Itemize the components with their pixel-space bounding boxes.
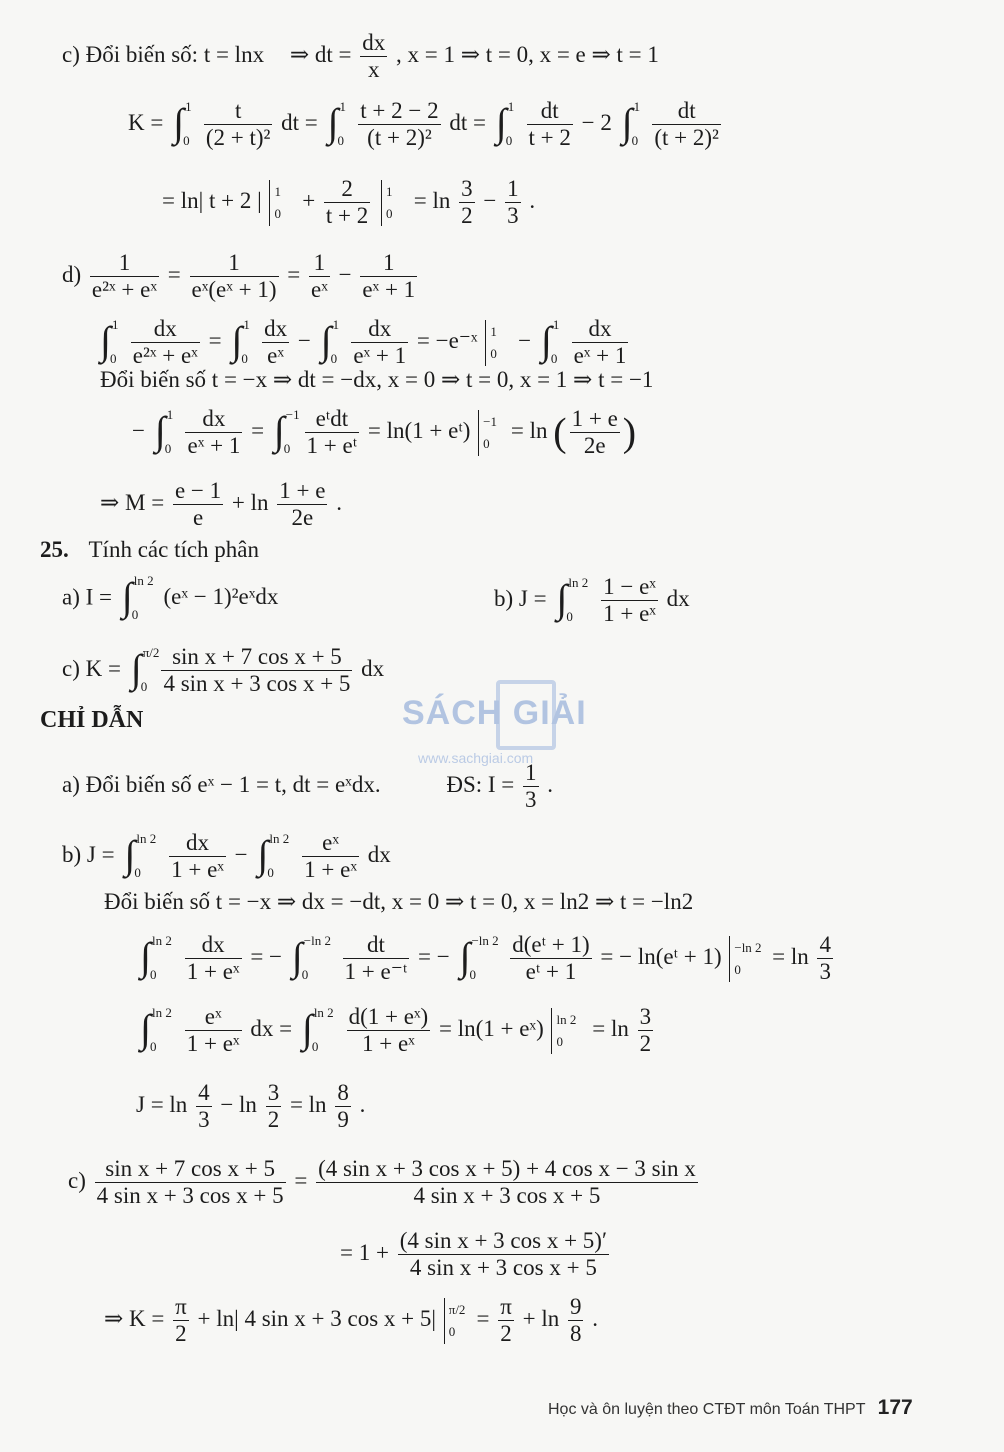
evaluation-bar: −1 0 <box>478 410 505 456</box>
integral-sign: ∫ 1 0 <box>541 318 561 368</box>
integral-sign: ∫ ln 2 0 <box>140 934 160 984</box>
fraction: $\frac{\text{(4 sin x + 3 cos x + 5) + 4 cos x − 3 sin x}}{\text{4 sin x + 3 cos x + 5}}$ <box>318 1156 696 1208</box>
fraction: $\frac{\text{eˣ}}{\text{1 + eˣ}}$ <box>304 830 357 882</box>
text: dx <box>367 841 391 867</box>
text: dx = <box>250 1015 293 1041</box>
fraction: $\frac{dx}{\text{1 + eˣ}}$ <box>186 932 240 984</box>
label: c) <box>68 1167 86 1193</box>
fraction: $\frac{\text{1 − eˣ}}{\text{1 + eˣ}}$ <box>603 574 656 626</box>
fraction: $\frac{1}{3}$ <box>525 760 537 812</box>
hint-b-line-3 <box>136 932 836 985</box>
fraction: $\frac{2}{t + 2}$ <box>325 176 369 228</box>
evaluation-bar: 1 0 <box>381 180 408 226</box>
fraction: $\frac{dt}{t + 2}$ <box>528 98 571 150</box>
integral-sign: ∫ ln 2 0 <box>302 1006 322 1056</box>
text: = <box>251 417 265 443</box>
fraction: $\frac{3}{2}$ <box>639 1004 652 1056</box>
text: = − <box>418 943 450 969</box>
text: J = <box>86 841 115 867</box>
fraction: $\frac{e - 1}{e}$ <box>174 478 222 530</box>
text: + ln| 4 sin x + 3 cos x + 5| <box>197 1305 436 1331</box>
fraction: $\frac{\text{eˣ}}{\text{1 + eˣ}}$ <box>186 1004 240 1056</box>
text: = ln <box>413 187 451 213</box>
hint-c-line-3 <box>104 1294 598 1347</box>
text: dx <box>361 655 385 681</box>
page-number: 177 <box>877 1396 913 1419</box>
text: = −e⁻ˣ <box>416 327 478 353</box>
d-line-1 <box>62 250 420 303</box>
footer-text: Học và ôn luyện theo CTĐT môn Toán THPT <box>548 1401 866 1418</box>
fraction: $\frac{1}{\text{eˣ(eˣ + 1)}}$ <box>191 250 277 302</box>
text: − <box>483 187 497 213</box>
text: ⇒ M = <box>100 489 165 515</box>
text: − 2 <box>581 109 612 135</box>
integral-sign: ∫ ln 2 0 <box>122 574 142 624</box>
label: a) <box>62 584 80 610</box>
fraction: $\frac{dx}{x}$ <box>362 30 386 82</box>
d-line-4: − ∫ 1 0 $\frac{dx}{\text{eˣ + 1}}$ = ∫ −1 0 eᵗdt 1 + eᵗ = ln(1 + eᵗ) −1 0 = ln ( $\frac{1 + e}{2e}$ ) <box>132 406 636 459</box>
integral-sign: ∫ −1 0 <box>274 408 294 458</box>
text: − <box>518 327 532 353</box>
text: J = <box>518 585 547 611</box>
integral-sign: ∫ ln 2 0 <box>140 1006 160 1056</box>
problem-25b <box>494 574 690 627</box>
text: + ln <box>231 489 269 515</box>
c-label: c) <box>62 41 80 67</box>
integral-sign: ∫ 1 0 <box>231 318 251 368</box>
fraction: $\frac{dx}{\text{eˣ + 1}}$ <box>353 316 407 368</box>
c-sub-text: Đổi biến số: t = lnx <box>85 41 265 67</box>
hint-b-line-1 <box>62 830 391 883</box>
fraction: eᵗdt 1 + eᵗ <box>306 406 358 458</box>
fraction: $\frac{dt}{\text{(t + 2)²}}$ <box>654 98 719 150</box>
label: b) <box>494 585 514 611</box>
fraction: $\frac{dx}{\text{eˣ + 1}}$ <box>187 406 241 458</box>
fraction: $\frac{3}{2}$ <box>267 1080 280 1132</box>
fraction: $\frac{\pi}{2}$ <box>175 1294 187 1346</box>
fraction: $\frac{\text{sin x + 7 cos x + 5}}{\text{4 sin x + 3 cos x + 5}}$ <box>163 644 351 696</box>
fraction: $\frac{1 + e}{2e}$ <box>279 478 326 530</box>
text: − <box>297 327 311 353</box>
text: Đổi biến số eˣ − 1 = t, dt = eˣdx. <box>85 771 381 797</box>
hint-a <box>62 760 553 813</box>
fraction: $\frac{4}{3}$ <box>819 932 831 984</box>
hint-b-line-4 <box>136 1004 656 1057</box>
text: = 1 + <box>340 1239 389 1265</box>
text: = <box>287 261 301 287</box>
hint-b-line-2: Đổi biến số t = −x ⇒ dx = −dt, x = 0 ⇒ t = 0, x = ln2 ⇒ t = −ln2 <box>104 889 694 914</box>
text: = ln| t + 2 | <box>162 187 262 213</box>
text: dx <box>666 585 690 611</box>
fraction: $\frac{dt}{\text{1 + e⁻ᵗ}}$ <box>344 932 408 984</box>
hint-b-line-5 <box>136 1080 365 1133</box>
text: − <box>234 841 248 867</box>
text: = ln <box>772 943 809 969</box>
integral-sign: ∫ 1 0 <box>328 100 348 150</box>
text: = − ln(eᵗ + 1) <box>600 943 722 969</box>
fraction: $\frac{1}{3}$ <box>507 176 519 228</box>
label: b) <box>62 841 82 867</box>
fraction: $\frac{1}{\text{e²ˣ + eˣ}}$ <box>91 250 158 302</box>
label: c) <box>62 655 80 681</box>
c-sub-arrow: ⇒ dt = <box>289 41 352 67</box>
k-integral-line-1 <box>128 98 724 151</box>
text: dt = <box>449 109 487 135</box>
fraction: $\frac{\text{sin x + 7 cos x + 5}}{\text{4 sin x + 3 cos x + 5}}$ <box>96 1156 284 1208</box>
fraction: $\frac{\pi}{2}$ <box>500 1294 512 1346</box>
text: . <box>336 489 342 515</box>
text: + ln <box>522 1305 560 1331</box>
fraction: $\frac{8}{9}$ <box>337 1080 349 1132</box>
text: ĐS: I = <box>446 771 515 797</box>
fraction: $\frac{\text{(4 sin x + 3 cos x + 5)′}}{\text{4 sin x + 3 cos x + 5}}$ <box>399 1228 607 1280</box>
text: I = <box>85 584 113 610</box>
problem-text: Tính các tích phân <box>88 537 260 562</box>
k-integral-line-2 <box>162 176 535 229</box>
integral-sign: ∫ 1 0 <box>496 100 516 150</box>
fraction: $\frac{4}{3}$ <box>198 1080 210 1132</box>
d-label: d) <box>62 261 82 287</box>
watermark-url: www.sachgiai.com <box>418 750 534 766</box>
text: = ln <box>592 1015 629 1041</box>
text: . <box>592 1305 598 1331</box>
integral-sign: ∫ 1 0 <box>173 100 193 150</box>
integral-sign: ∫ 1 0 <box>622 100 642 150</box>
integral-sign: ∫ 1 0 <box>100 318 120 368</box>
text: . <box>359 1091 366 1117</box>
fraction: $\frac{\text{d(1 + eˣ)}}{\text{1 + eˣ}}$ <box>348 1004 429 1056</box>
d-line-3: Đổi biến số t = −x ⇒ dt = −dx, x = 0 ⇒ t = 0, x = 1 ⇒ t = −1 <box>100 367 654 392</box>
evaluation-bar: 1 0 <box>269 180 296 226</box>
fraction: $\frac{dx}{\text{e²ˣ + eˣ}}$ <box>132 316 198 368</box>
k-lhs: K = <box>128 109 164 135</box>
c-sub-rest: , x = 1 ⇒ t = 0, x = e ⇒ t = 1 <box>395 41 659 67</box>
text: = <box>167 261 181 287</box>
text: = ln <box>289 1091 327 1117</box>
text: = ln(1 + eˣ) <box>438 1015 544 1041</box>
fraction: $\frac{1 + e}{2e}$ <box>571 406 618 458</box>
text: = <box>476 1305 490 1331</box>
text: = − <box>250 943 283 969</box>
integral-sign: ∫ ln 2 0 <box>257 832 277 882</box>
integral-sign: ∫ −ln 2 0 <box>292 934 312 984</box>
problem-25a <box>62 574 278 624</box>
text: = <box>208 327 222 353</box>
evaluation-bar: π/2 0 <box>444 1298 471 1344</box>
text: . <box>529 187 536 213</box>
hint-c-line-1 <box>68 1156 701 1209</box>
problem-25c <box>62 644 384 697</box>
text: K = <box>85 655 121 681</box>
evaluation-bar: 1 0 <box>485 320 512 366</box>
text: + <box>302 187 316 213</box>
text: . <box>547 771 554 797</box>
d-line-2 <box>96 316 631 369</box>
fraction: $\frac{9}{8}$ <box>569 1294 582 1346</box>
text: dt = <box>281 109 318 135</box>
text: J = ln <box>136 1091 188 1117</box>
integral-sign: ∫ π/2 0 <box>131 646 151 696</box>
text: = ln(1 + eᵗ) <box>367 417 471 443</box>
label: a) <box>62 771 80 797</box>
integral-sign: ∫ 1 0 <box>155 408 175 458</box>
fraction: $\frac{dx}{\text{eˣ + 1}}$ <box>573 316 627 368</box>
fraction: $\frac{t + 2 - 2}{\text{(t + 2)²}}$ <box>360 98 439 150</box>
text: = ln <box>510 417 548 443</box>
problem-25-heading <box>40 536 259 564</box>
fraction: $\frac{1}{\text{eˣ + 1}}$ <box>362 250 416 302</box>
text: = <box>294 1167 308 1193</box>
fraction: $\frac{dx}{\text{1 + eˣ}}$ <box>171 830 224 882</box>
fraction: $\frac{1}{\text{eˣ}}$ <box>311 250 328 302</box>
hint-heading: CHỈ DẪN <box>40 707 144 733</box>
hint-c-line-2 <box>340 1228 612 1281</box>
text: − <box>132 417 145 443</box>
text: − <box>338 261 352 287</box>
integral-sign: ∫ ln 2 0 <box>124 832 144 882</box>
evaluation-bar: ln 2 0 <box>551 1008 586 1054</box>
integral-sign: ∫ −ln 2 0 <box>459 934 479 984</box>
text: (eˣ − 1)²eˣdx <box>163 584 279 610</box>
integral-sign: ∫ ln 2 0 <box>556 576 576 626</box>
text: − ln <box>220 1091 257 1117</box>
fraction: $\frac{t}{\text{(2 + t)²}}$ <box>205 98 271 150</box>
d-line-5 <box>100 478 342 531</box>
watermark-brand: SÁCH GIẢI <box>402 694 587 732</box>
fraction: $\frac{dx}{\text{eˣ}}$ <box>264 316 288 368</box>
evaluation-bar: −ln 2 0 <box>729 936 766 982</box>
text: ⇒ K = <box>104 1305 165 1331</box>
page-footer <box>548 1396 913 1420</box>
fraction: $\frac{\text{d(eᵗ + 1)}}{\text{eᵗ + 1}}$ <box>512 932 590 984</box>
c-substitution-line <box>62 30 659 83</box>
integral-sign: ∫ 1 0 <box>321 318 341 368</box>
fraction: $\frac{3}{2}$ <box>461 176 473 228</box>
problem-number: 25. <box>40 537 69 562</box>
